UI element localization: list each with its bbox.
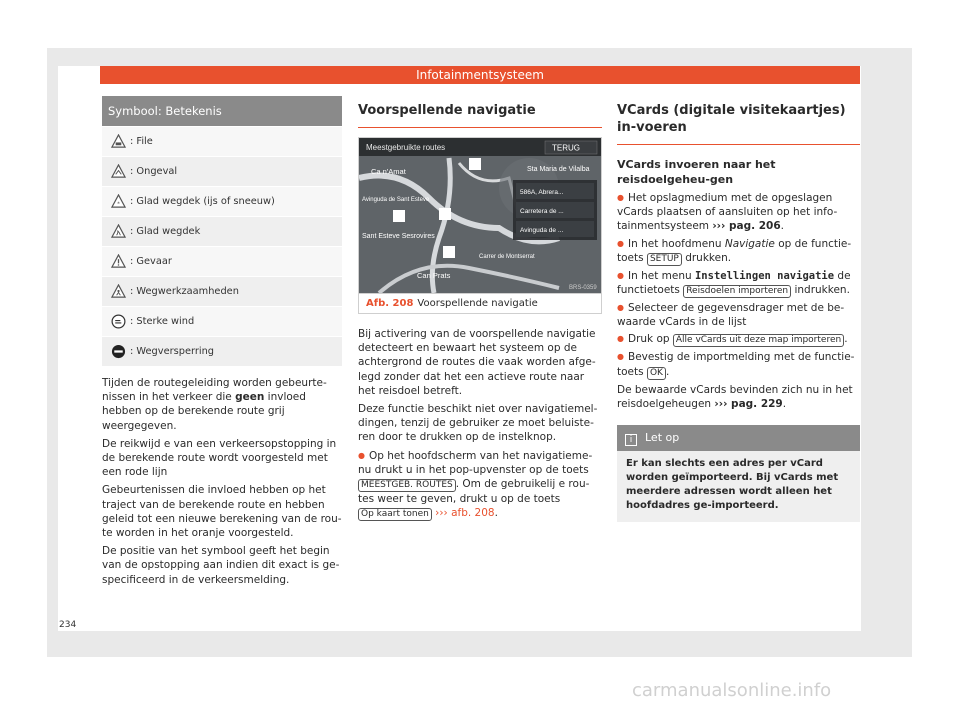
table-cell: : Wegversperring	[130, 346, 215, 357]
text-run: .	[844, 333, 848, 346]
page-reference-link[interactable]: ››› pag. 206	[712, 220, 781, 233]
text-run: .	[665, 365, 670, 378]
icy-road-icon	[111, 194, 126, 209]
key-reisdoelen-importeren: Reisdoelen importeren	[683, 285, 791, 298]
section-title: Voorspellende navigatie	[358, 96, 602, 128]
table-cell: : Wegwerkzaamheden	[130, 286, 239, 297]
text-run: Bevestig de importmelding met de functie-toets	[617, 351, 855, 378]
paragraph: De positie van het symbool geeft het begin van de opstopping aan indien dit exact is ge-specificeerd in de verkeersmelding.	[102, 545, 340, 586]
paragraph: Bij activering van de voorspellende navigatie detecteert en bewaart het systeem op de achtergrond de routes die vaak worden afge-legd zonder dat het een actieve route naar het reisdoel betreft.	[358, 328, 596, 397]
navigation-map-screenshot	[359, 138, 601, 293]
table-cell: : Sterke wind	[130, 316, 195, 327]
text-run: Druk op	[627, 333, 673, 346]
flag-marker-icon	[393, 210, 405, 222]
table-cell: : Glad wegdek	[130, 226, 201, 237]
table-cell: : Ongeval	[130, 166, 178, 177]
paragraph: Deze functie beschikt niet over navigatiemel-dingen, tenzij de gebruiker ze moet beluiste-ren door te drukken op de instelknop.	[358, 403, 598, 444]
text-run: . Om de gebruikelij e rou-tes weer te geven, drukt u op de toets	[358, 478, 590, 506]
figure-caption	[359, 293, 601, 313]
table-row	[102, 126, 342, 156]
map-place-label: Sta Maria de Vilalba	[527, 166, 590, 173]
bullet-item	[358, 449, 602, 522]
section-title: VCards (digitale visitekaartjes) in-voeren	[617, 96, 860, 145]
cross-reference-link[interactable]: ››› afb. 208	[435, 507, 495, 520]
paragraph: Gebeurtenissen die invloed hebben op het traject van de berekende route en hebben geleid tot een nieuwe berekening van de rou-te worden in het oranje voorgesteld.	[102, 484, 342, 540]
page-number: 234	[59, 620, 77, 630]
table-row	[102, 186, 342, 216]
roadworks-icon	[111, 284, 126, 299]
bullet-item	[617, 269, 860, 298]
table-row	[102, 336, 342, 366]
bullet-item	[617, 332, 860, 347]
subsection-title: VCards invoeren naar het reisdoelgeheu-gen	[617, 158, 776, 186]
note-title: Let op	[645, 431, 680, 445]
map-place-label: Can Prats	[417, 271, 451, 280]
table-cell: : File	[130, 136, 153, 147]
road-closed-icon	[111, 344, 126, 359]
paragraph: De reikwijd e van een verkeersopstopping in de berekende route wordt voorgesteld met een rode lijn	[102, 437, 337, 479]
slippery-road-icon	[111, 224, 126, 239]
bold-text: geen	[235, 391, 265, 404]
key-setup: SETUP	[647, 253, 682, 266]
column-2	[358, 96, 602, 525]
strong-wind-icon	[111, 314, 126, 329]
flag-marker-icon	[439, 208, 451, 220]
table-row	[102, 156, 342, 186]
symbol-table	[102, 96, 342, 366]
table-row	[102, 216, 342, 246]
menu-name: Instellingen navigatie	[694, 269, 835, 282]
text-run: Het opslagmedium met de opgeslagen vCards plaatsen of aansluiten op het info-tainmentsysteem	[617, 192, 838, 233]
route-list-item: 586A, Abrera...	[520, 189, 564, 196]
text-run: Op het hoofdscherm van het navigatieme-nu drukt u in het pop-upvenster op de toets	[358, 449, 593, 476]
column-1	[102, 96, 342, 591]
figure-label: Afb. 208	[366, 298, 414, 309]
map-screen-title: Meestgebruikte routes	[366, 143, 446, 152]
text-run: In het menu	[627, 269, 695, 282]
key-op-kaart-tonen: Op kaart tonen	[358, 508, 432, 521]
text-run: drukken.	[681, 251, 732, 264]
key-ok: OK	[647, 367, 666, 380]
paragraph	[102, 376, 342, 433]
text-run: invloed hebben op de berekende route grij weergegeven.	[102, 391, 306, 432]
traffic-jam-icon	[111, 134, 126, 149]
text-run: Tijden de routegeleiding worden gebeurte-nissen in het verkeer die	[102, 377, 327, 404]
danger-icon	[111, 254, 126, 269]
bullet-item	[617, 350, 860, 379]
svg-text:*: *	[117, 201, 120, 208]
table-cell: : Glad wegdek (ijs of sneeuw)	[130, 196, 275, 207]
note-box	[617, 425, 860, 522]
route-list-item: Avinguda de ...	[520, 227, 564, 234]
text-run: In het hoofdmenu	[627, 237, 725, 250]
bullet-item: ● Selecteer de gegevensdrager met de be-waarde vCards in de lijst	[617, 301, 860, 329]
route-list-item: Carretera de ...	[520, 208, 564, 215]
bullet-item	[617, 237, 860, 266]
figure	[358, 137, 602, 314]
text-run: .	[780, 220, 785, 233]
note-body: Er kan slechts een adres per vCard worden geïmporteerd. Bij vCards met meerdere adressen wordt alleen het hoofdadres ge-importeerd.	[617, 451, 860, 522]
italic-text: Navigatie	[724, 237, 775, 250]
bullet-item	[617, 191, 860, 234]
table-row	[102, 246, 342, 276]
text-run: de functietoets	[617, 269, 851, 297]
text-run: .	[782, 397, 787, 410]
map-place-label: Carrer de Montserrat	[479, 254, 535, 260]
flag-marker-icon	[469, 158, 481, 170]
watermark: carmanualsonline.info	[632, 680, 832, 701]
map-place-label: Avinguda de Sant Esteve	[362, 197, 430, 203]
key-import-all-vcards: Alle vCards uit deze map importeren	[673, 334, 844, 347]
caption-text: Voorspellende navigatie	[417, 298, 538, 309]
text-run: indrukken.	[791, 284, 850, 297]
flag-marker-icon	[443, 246, 455, 258]
back-button-label: TERUG	[552, 143, 580, 153]
accident-icon	[111, 164, 126, 179]
map-place-label: Ca n'Amat	[371, 167, 406, 176]
table-heading: Symbool: Betekenis	[102, 96, 342, 126]
page-reference-link[interactable]: ››› pag. 229	[714, 397, 783, 410]
text-run: .	[494, 507, 498, 520]
table-cell: : Gevaar	[130, 256, 172, 267]
column-1-text	[102, 376, 342, 587]
text-run: De bewaarde vCards bevinden zich nu in het reisdoelgeheugen	[617, 383, 853, 410]
column-3	[617, 96, 860, 522]
table-row	[102, 276, 342, 306]
key-meestgeb-routes: MEESTGEB. ROUTES	[358, 479, 456, 492]
chapter-header: Infotainmentsysteem	[100, 66, 860, 84]
text-run: op de functie-toets	[617, 237, 852, 264]
paragraph	[617, 383, 860, 411]
note-header	[617, 425, 860, 451]
figure-code: BRS-0359	[569, 285, 597, 291]
table-row	[102, 306, 342, 336]
column-2-text	[358, 327, 602, 521]
info-icon: i	[625, 434, 637, 446]
map-place-label: Sant Esteve Sesrovires	[362, 233, 435, 240]
